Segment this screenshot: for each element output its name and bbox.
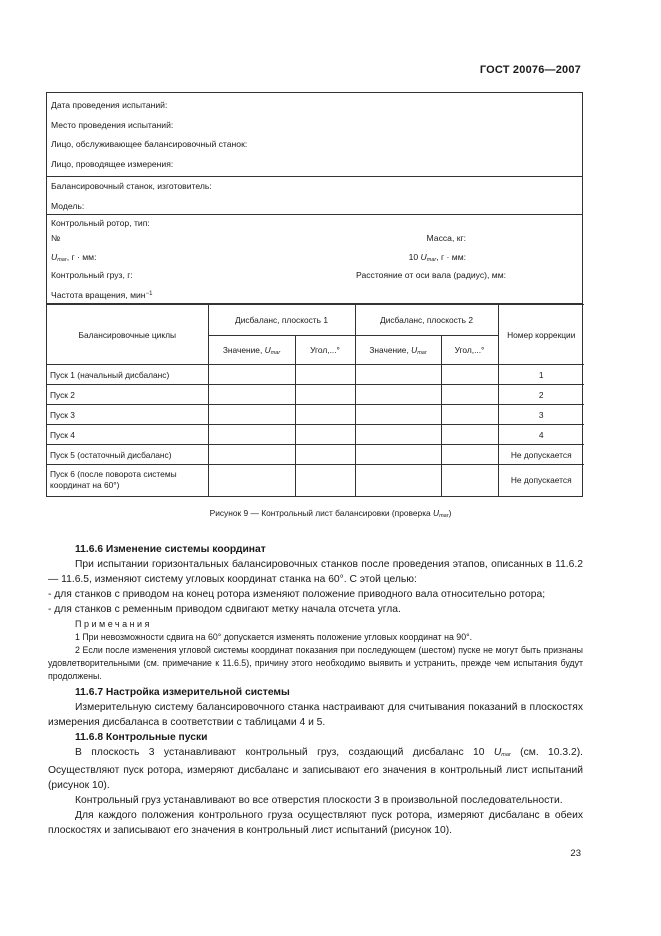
header-plane-2: Дисбаланс, плоскость 2 xyxy=(355,305,498,336)
test-weight-row xyxy=(51,266,578,285)
value-cell[interactable] xyxy=(208,385,295,405)
angle-cell[interactable] xyxy=(295,365,355,385)
value-cell[interactable] xyxy=(355,445,441,465)
table-row xyxy=(47,445,584,465)
table-row xyxy=(47,385,584,405)
cycle-cell: Пуск 3 xyxy=(47,405,208,425)
correction-cell: 1 xyxy=(498,365,584,385)
ten-umar-label: 10 $U_{mar}$, г · мм: xyxy=(408,251,466,263)
cycle-cell: Пуск 2 xyxy=(47,385,208,405)
value-cell[interactable] xyxy=(208,445,295,465)
cycle-cell: Пуск 5 (остаточный дисбаланс) xyxy=(47,445,208,465)
header-plane-1: Дисбаланс, плоскость 1 xyxy=(208,305,355,336)
correction-cell: Не допускается xyxy=(498,465,584,496)
machine-maker-label: Балансировочный станок, изготовитель: xyxy=(51,181,212,191)
table-row xyxy=(47,365,584,385)
table-row xyxy=(47,425,584,445)
value-cell[interactable] xyxy=(208,365,295,385)
figure-caption: Рисунок 9 — Контрольный лист балансировки (проверка $U_{mar}$) xyxy=(209,508,452,519)
paragraph: Контрольный груз устанавливают во все отверстия плоскости 3 в произвольной последовательности. xyxy=(75,795,563,806)
umar-label: $U_{mar}$, г · мм: xyxy=(51,251,97,263)
rotor-type-label: Контрольный ротор, тип: xyxy=(51,218,150,228)
angle-cell[interactable] xyxy=(441,385,498,405)
header-correction: Номер коррекции xyxy=(498,305,584,365)
paragraph: При испытании горизонтальных балансировочных станков после проведения этапов, описанных в 11.6.2 — 11.6.5, изменяют систему угловых координат станка на 60°. С этой целью: xyxy=(48,559,583,585)
test-place-label: Место проведения испытаний: xyxy=(51,119,174,130)
angle-cell[interactable] xyxy=(441,365,498,385)
value-cell[interactable] xyxy=(355,465,441,496)
angle-cell[interactable] xyxy=(441,465,498,496)
paragraph: В плоскость 3 устанавливают контрольный груз, создающий дисбаланс 10 $U_{mar}$ (см. 10.3.2). Осуществляют пуск ротора, измеряют дисбаланс и записывают его значения в контрольный лист испытаний (рисунок 10). xyxy=(48,747,583,791)
angle-cell[interactable] xyxy=(295,385,355,405)
rotor-number-row xyxy=(51,229,578,248)
model-label: Модель: xyxy=(51,200,85,211)
header-angle-plane-1: Угол,...° xyxy=(295,336,355,365)
number-sign-label: № xyxy=(51,233,61,243)
header-angle-plane-2: Угол,...° xyxy=(441,336,498,365)
correction-cell: 2 xyxy=(498,385,584,405)
correction-cell: Не допускается xyxy=(498,445,584,465)
table-row xyxy=(47,465,584,496)
header-value-plane-2: Значение, $U_{mar}$ xyxy=(355,336,441,365)
operator-label: Лицо, обслуживающее балансировочный станок: xyxy=(51,139,248,149)
header-value-plane-1: Значение, $U_{mar}$ xyxy=(208,336,295,365)
form-section-machine xyxy=(47,177,582,215)
rotation-frequency-label: Частота вращения, мин$^{-1}$ xyxy=(51,289,153,300)
umar-row xyxy=(51,248,578,267)
cycle-cell: Пуск 1 (начальный дисбаланс) xyxy=(47,365,208,385)
value-cell[interactable] xyxy=(355,385,441,405)
angle-cell[interactable] xyxy=(295,465,355,496)
table-row xyxy=(47,405,584,425)
heading-11-6-6: 11.6.6 Изменение системы координат xyxy=(75,544,266,555)
list-item: - для станков с ременным приводом сдвигают метку начала отсчета угла. xyxy=(48,604,401,615)
angle-cell[interactable] xyxy=(441,405,498,425)
heading-11-6-7: 11.6.7 Настройка измерительной системы xyxy=(75,687,290,698)
paragraph: Для каждого положения контрольного груза осуществляют пуск ротора, измеряют дисбаланс в обеих плоскостях и записывают его значения в контрольный лист испытаний (рисунок 10). xyxy=(48,810,583,836)
correction-cell: 3 xyxy=(498,405,584,425)
page-number: 23 xyxy=(570,848,581,859)
header-cycles: Балансировочные циклы xyxy=(47,305,208,365)
mass-label: Масса, кг: xyxy=(426,233,466,243)
note-1: 1 При невозможности сдвига на 60° допускается изменять положение угловых координат на 90°. xyxy=(75,632,473,642)
correction-cell: 4 xyxy=(498,425,584,445)
shaft-distance-label: Расстояние от оси вала (радиус), мм: xyxy=(356,270,506,280)
standard-code: ГОСТ 20076—2007 xyxy=(479,64,581,76)
measurer-label: Лицо, проводящее измерения: xyxy=(51,158,174,169)
form-section-test-info xyxy=(47,93,582,177)
test-weight-label: Контрольный груз, г: xyxy=(51,270,133,280)
angle-cell[interactable] xyxy=(295,425,355,445)
form-section-rotor xyxy=(47,215,582,304)
balancing-check-form xyxy=(46,92,583,497)
value-cell[interactable] xyxy=(355,425,441,445)
body-text xyxy=(48,542,583,838)
note-2: 2 Если после изменения угловой системы координат показания при последующем (шестом) пуске не могут быть признаны удовлетворительными (см. примечание к 11.6.5), причину этого необходимо выявить и устранить, прежде чем испытания будут продолжены. xyxy=(48,645,583,681)
value-cell[interactable] xyxy=(208,425,295,445)
paragraph: Измерительную систему балансировочного станка настраивают для считывания показаний в плоскостях измерения дисбаланса в соответствии с таблицами 4 и 5. xyxy=(48,702,583,728)
angle-cell[interactable] xyxy=(441,445,498,465)
angle-cell[interactable] xyxy=(441,425,498,445)
value-cell[interactable] xyxy=(208,405,295,425)
value-cell[interactable] xyxy=(208,465,295,496)
angle-cell[interactable] xyxy=(295,445,355,465)
test-date-label: Дата проведения испытаний: xyxy=(51,100,168,110)
cycle-cell: Пуск 6 (после поворота системы координат на 60°) xyxy=(47,465,208,496)
balancing-cycles-table xyxy=(47,304,584,496)
notes-title: Примечания xyxy=(75,619,152,629)
value-cell[interactable] xyxy=(355,405,441,425)
list-item: - для станков с приводом на конец ротора изменяют положение приводного вала относительно ротора; xyxy=(48,589,546,600)
cycle-cell: Пуск 4 xyxy=(47,425,208,445)
heading-11-6-8: 11.6.8 Контрольные пуски xyxy=(75,732,208,743)
value-cell[interactable] xyxy=(355,365,441,385)
angle-cell[interactable] xyxy=(295,405,355,425)
table-header-row-1 xyxy=(47,305,584,336)
